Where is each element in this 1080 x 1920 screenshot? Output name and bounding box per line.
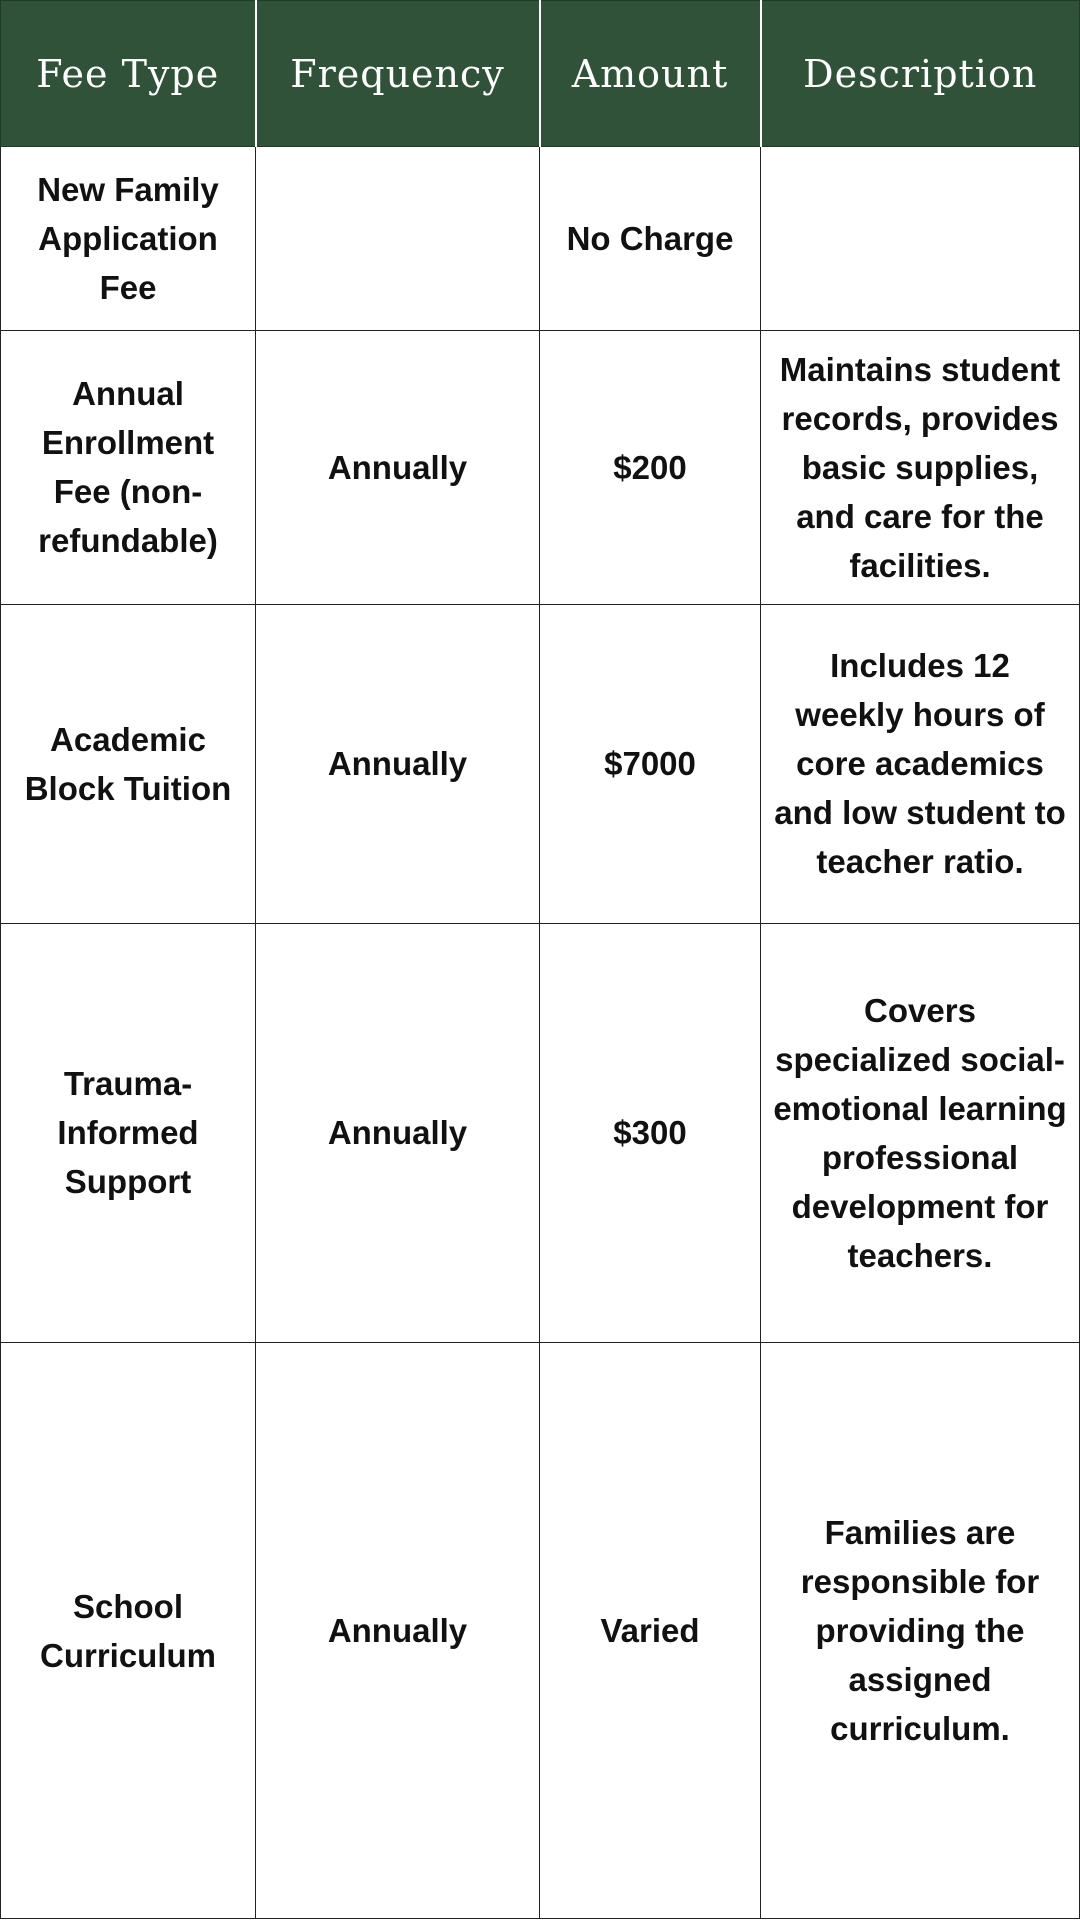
table-row (1, 605, 1080, 923)
amount-cell: No Charge (540, 147, 761, 331)
header-fee-type: Fee Type (1, 1, 256, 147)
description-cell: Families are responsible for providing the assigned curriculum. (761, 1343, 1080, 1919)
fee-type-cell: Academic Block Tuition (1, 605, 256, 923)
frequency-cell: Annually (256, 1343, 540, 1919)
description-cell: Includes 12 weekly hours of core academics and low student to teacher ratio. (761, 605, 1080, 923)
fee-type-cell: New Family Application Fee (1, 147, 256, 331)
header-description: Description (761, 1, 1080, 147)
fee-type-cell: Annual Enrollment Fee (non-refundable) (1, 330, 256, 604)
table-row (1, 1343, 1080, 1919)
amount-cell: $200 (540, 330, 761, 604)
amount-cell: $7000 (540, 605, 761, 923)
amount-cell: $300 (540, 923, 761, 1343)
frequency-cell: Annually (256, 605, 540, 923)
amount-cell: Varied (540, 1343, 761, 1919)
table-row (1, 330, 1080, 604)
table-body (1, 147, 1080, 1919)
table-header (1, 1, 1080, 147)
table-row (1, 923, 1080, 1343)
frequency-cell: Annually (256, 923, 540, 1343)
frequency-cell: Annually (256, 330, 540, 604)
table-row (1, 147, 1080, 331)
description-cell: Covers specialized social-emotional learning professional development for teachers. (761, 923, 1080, 1343)
description-cell (761, 147, 1080, 331)
fee-type-cell: Trauma-Informed Support (1, 923, 256, 1343)
description-cell: Maintains student records, provides basic supplies, and care for the facilities. (761, 330, 1080, 604)
header-row (1, 1, 1080, 147)
header-amount: Amount (540, 1, 761, 147)
fee-type-cell: School Curriculum (1, 1343, 256, 1919)
frequency-cell (256, 147, 540, 331)
header-frequency: Frequency (256, 1, 540, 147)
